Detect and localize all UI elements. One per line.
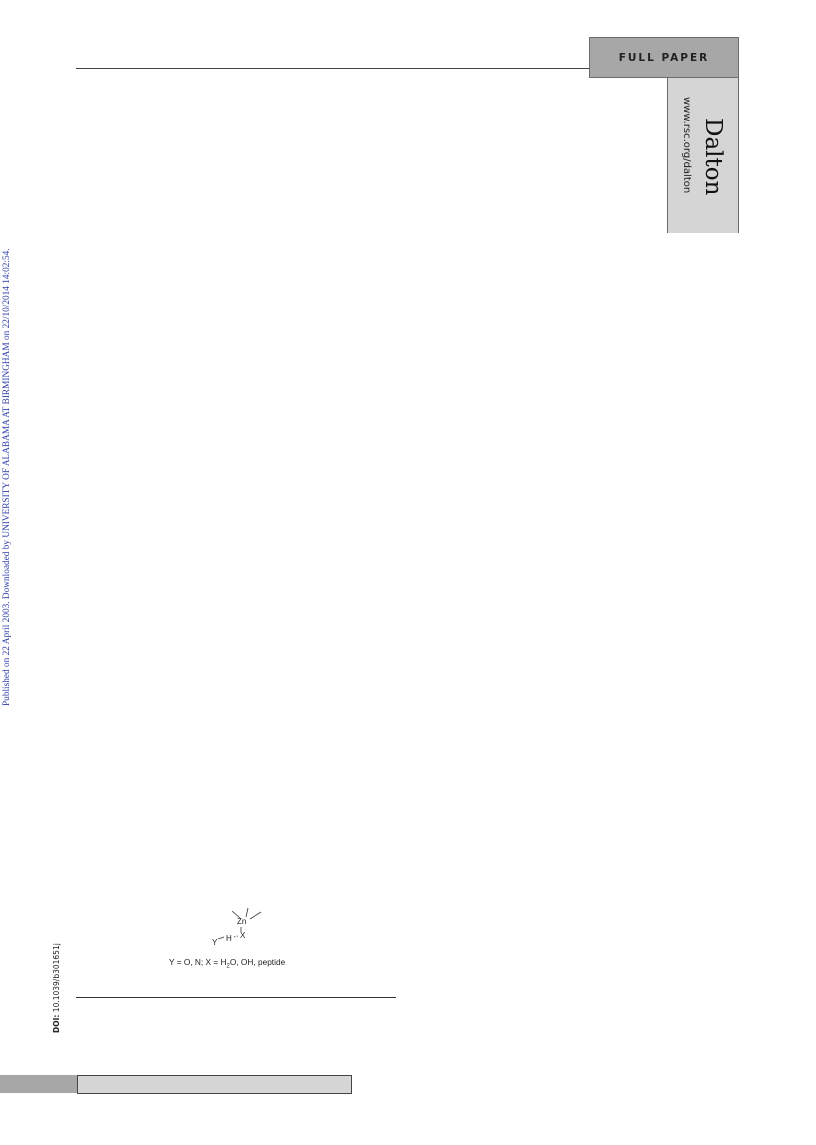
caption-subscript: 2 — [226, 963, 230, 970]
bond-y-h — [218, 937, 224, 939]
bond-top — [246, 908, 248, 917]
section-label-box — [589, 37, 739, 78]
doi-value: 10.1039/b301651j — [52, 943, 61, 1013]
footer-bar-light — [77, 1075, 352, 1094]
zn-label: Zn — [237, 917, 247, 926]
caption-prefix: Y = O, N; X = H — [169, 957, 227, 967]
header-rule — [76, 68, 590, 69]
journal-name: Dalton — [700, 118, 726, 196]
h-label: H — [226, 934, 232, 943]
footer-bar-dark — [0, 1075, 77, 1093]
doi-note[interactable] — [52, 943, 61, 1033]
hydrogen-bond — [234, 936, 238, 937]
doi-label: DOI: — [52, 1014, 61, 1033]
scheme-caption — [169, 957, 285, 970]
footnote-rule — [76, 997, 396, 998]
journal-url[interactable]: www.rsc.org/dalton — [681, 97, 692, 194]
publication-note: Published on 22 April 2003. Downloaded by UNIVERSITY OF ALABAMA AT BIRMINGHAM on 22/10/2014 14:02:54. — [2, 248, 12, 706]
x-label: X — [240, 931, 246, 940]
y-label: Y — [212, 938, 218, 947]
bond-right — [250, 912, 261, 919]
section-label: FULL PAPER — [618, 51, 710, 64]
caption-suffix: O, OH, peptide — [229, 957, 286, 967]
